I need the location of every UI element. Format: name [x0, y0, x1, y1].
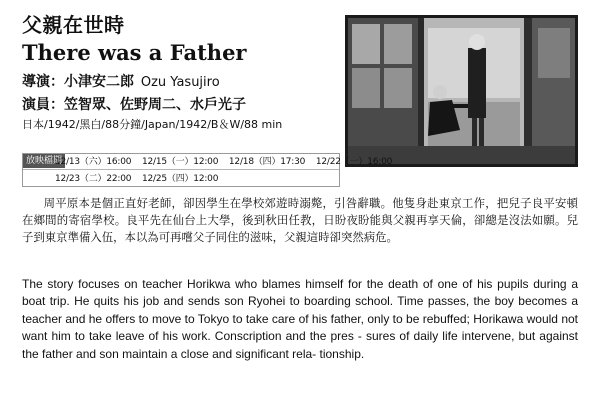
- film-still-image: [348, 18, 575, 164]
- director-name-chinese: 小津安二郎: [64, 74, 134, 90]
- cast-line: [22, 96, 246, 114]
- director-name-romaji: Ozu Yasujiro: [140, 75, 220, 90]
- screening-time: 12/15（一）12:00: [141, 157, 219, 167]
- director-line: [22, 73, 220, 92]
- synopsis-chinese-text: 周平原本是個正直好老師，卻因學生在學校郊遊時溺斃，引咎辭職。他隻身赴東京工作，把兒子良平安頓在鄉間的寄宿學校。良平先在仙台上大學，後到秋田任教，日盼夜盼能與父親再享天倫，卻總是沒法如願。兒子到東京準備入伍，本以為可再嚐父子同住的滋味，父親這時卻突然病危。: [22, 196, 578, 244]
- film-still-photo: [345, 15, 578, 167]
- screening-time: 12/13（六）16:00: [55, 157, 132, 167]
- cast-names: 笠智眾、佐野周二、水戶光子: [64, 97, 246, 113]
- cast-label: 演員：: [22, 97, 64, 113]
- schedule-label: 放映檔期: [23, 154, 65, 168]
- synopsis-chinese: [22, 195, 578, 246]
- synopsis-english-text: The story focuses on teacher Horikwa who blames himself for the death of one of his pupils during a boat trip. He quits his job and sends son Ryohei to boarding school. Time passes, the boy becomes a teacher and he offers to move to Tokyo to take care of his father, only to be rebuffed; Horikawa would not want him to take leave of his work. Conscription and the pres - sures of daily life intervene, but against the father and son maintain a close and significant rela- tionship.: [22, 277, 578, 361]
- director-label: 導演：: [22, 74, 64, 90]
- screening-time: 12/23（二）22:00: [55, 174, 132, 184]
- film-title-chinese: 父親在世時: [22, 13, 125, 37]
- screening-time: 12/25（四）12:00: [141, 174, 219, 184]
- screening-time: 12/18（四）17:30: [228, 157, 306, 167]
- film-title-english: There was a Father: [22, 40, 247, 65]
- synopsis-english: [22, 276, 578, 363]
- screening-time: 12/22（一）16:00: [315, 157, 393, 167]
- schedule-row-2: [55, 172, 335, 186]
- screening-schedule: [22, 153, 393, 187]
- film-specs: 日本/1942/黑白/88分鐘/Japan/1942/B＆W/88 min: [22, 118, 283, 131]
- schedule-row-1: [55, 155, 393, 169]
